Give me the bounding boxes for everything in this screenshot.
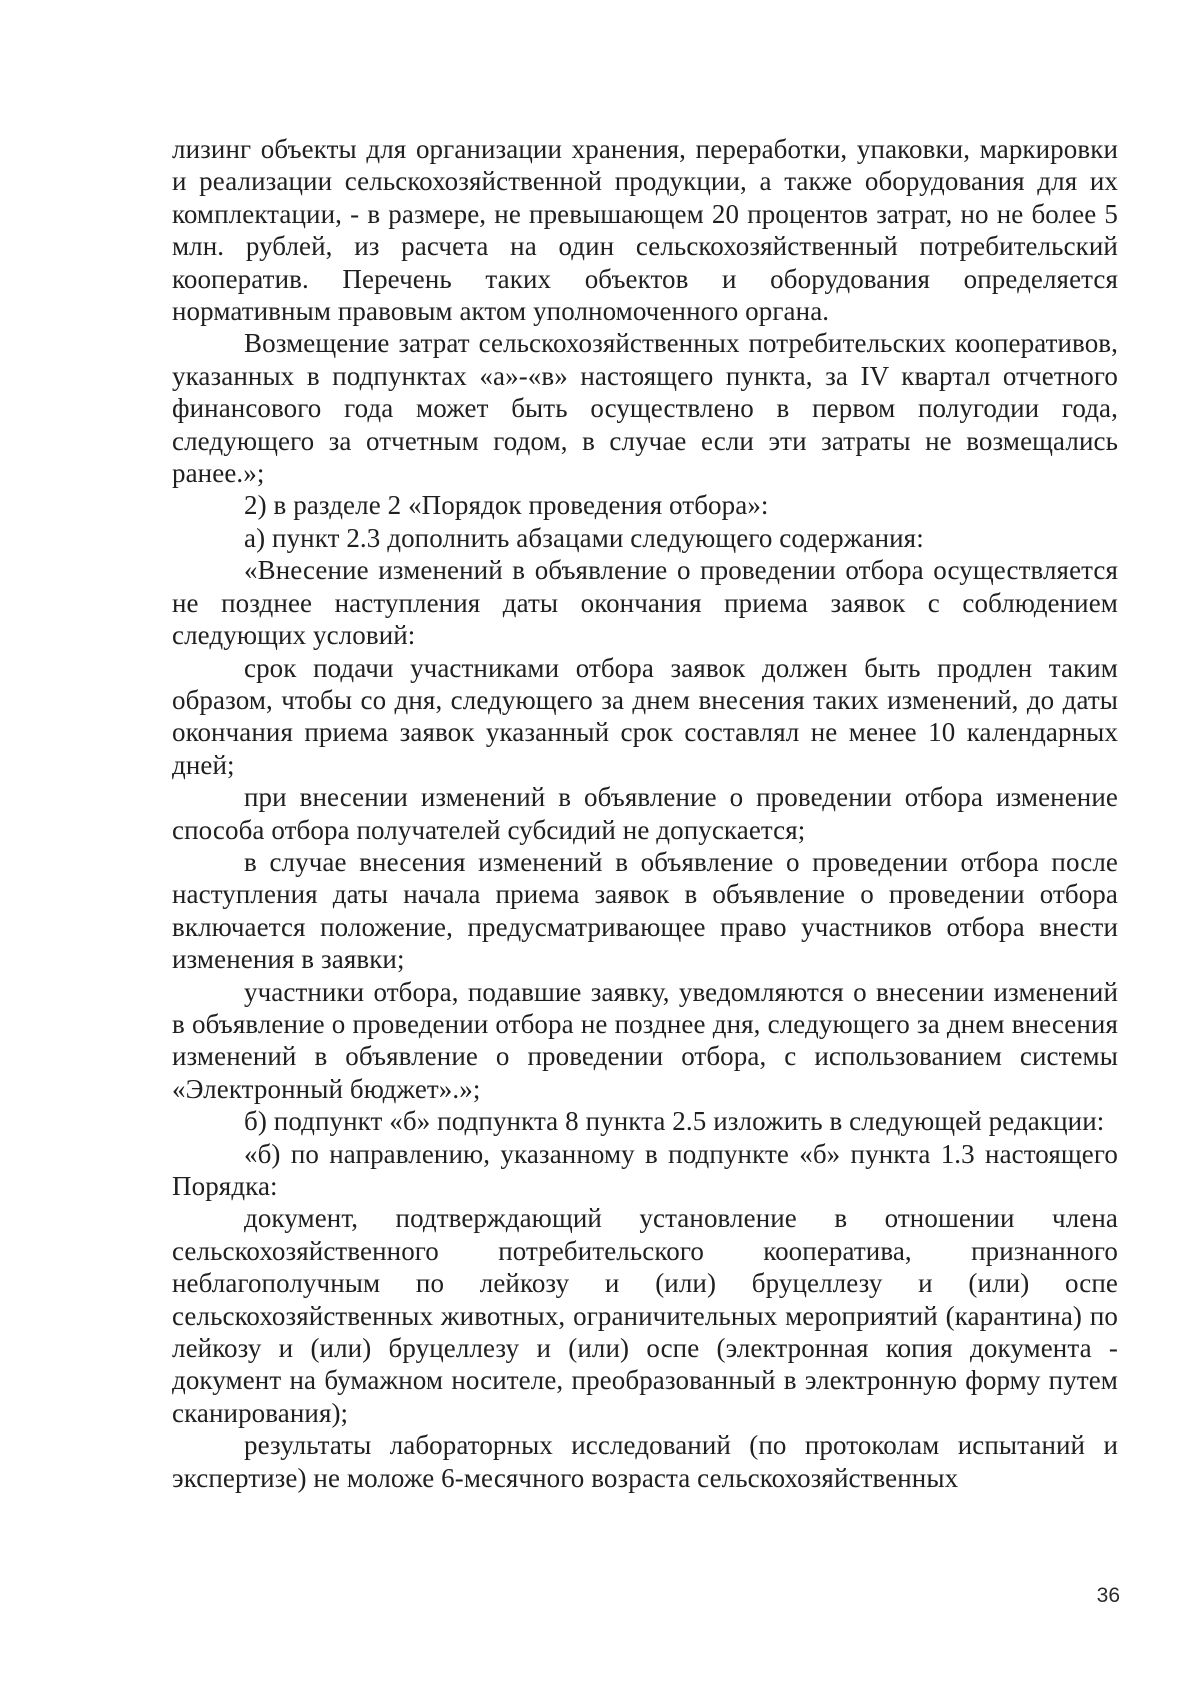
paragraph-5: «Внесение изменений в объявление о проведении отбора осуществляется не позднее наступления даты окончания приема заявок с соблюдением следующих условий:	[172, 555, 1118, 651]
paragraph-6: срок подачи участниками отбора заявок должен быть продлен таким образом, чтобы со дня, следующего за днем внесения таких изменений, до даты окончания приема заявок указанный срок составлял не менее 10 календарных дней;	[172, 652, 1118, 780]
document-body	[172, 133, 1118, 1494]
paragraph-1: лизинг объекты для организации хранения, переработки, упаковки, маркировки и реализации сельскохозяйственной продукции, а также оборудования для их комплектации, - в размере, не превышающем 20 процентов затрат, но не более 5 млн. рублей, из расчета на один сельскохозяйственный потребительский кооператив. Перечень таких объектов и оборудования определяется нормативным правовым актом уполномоченного органа.	[172, 134, 1118, 327]
page-number: 36	[1096, 1584, 1120, 1607]
paragraph-3: 2) в разделе 2 «Порядок проведения отбора»:	[244, 490, 769, 521]
paragraph-4: а) пункт 2.3 дополнить абзацами следующего содержания:	[244, 522, 924, 553]
paragraph-8: в случае внесения изменений в объявление о проведении отбора после наступления даты начала приема заявок в объявление о проведении отбора включается положение, предусматривающее право участников отбора внести изменения в заявки;	[172, 846, 1118, 975]
paragraph-13: результаты лабораторных исследований (по протоколам испытаний и экспертизе) не моложе 6-месячного возраста сельскохозяйственных	[172, 1430, 1118, 1493]
paragraph-12: документ, подтверждающий установление в отношении члена сельскохозяйственного потребительского кооператива, признанного неблагополучным по лейкозу и (или) бруцеллезу и (или) оспе сельскохозяйственных животных, ограничительных мероприятий (карантина) по лейкозу и (или) бруцеллезу и (или) оспе (электронная копия документа - документ на бумажном носителе, преобразованный в электронную форму путем сканирования);	[172, 1203, 1118, 1428]
paragraph-9: участники отбора, подавшие заявку, уведомляются о внесении изменений в объявление о проведении отбора не позднее дня, следующего за днем внесения изменений в объявление о проведении отбора, с использованием системы «Электронный бюджет».»;	[172, 976, 1118, 1104]
paragraph-2: Возмещение затрат сельскохозяйственных потребительских кооперативов, указанных в подпунктах «а»-«в» настоящего пункта, за IV квартал отчетного финансового года может быть осуществлено в первом полугодии года, следующего за отчетным годом, в случае если эти затраты не возмещались ранее.»;	[172, 328, 1118, 489]
paragraph-10: б) подпункт «б» подпункта 8 пункта 2.5 изложить в следующей редакции:	[244, 1106, 1105, 1137]
paragraph-7: при внесении изменений в объявление о проведении отбора изменение способа отбора получателей субсидий не допускается;	[172, 782, 1118, 845]
paragraph-11: «б) по направлению, указанному в подпункте «б» пункта 1.3 настоящего Порядка:	[172, 1138, 1118, 1201]
